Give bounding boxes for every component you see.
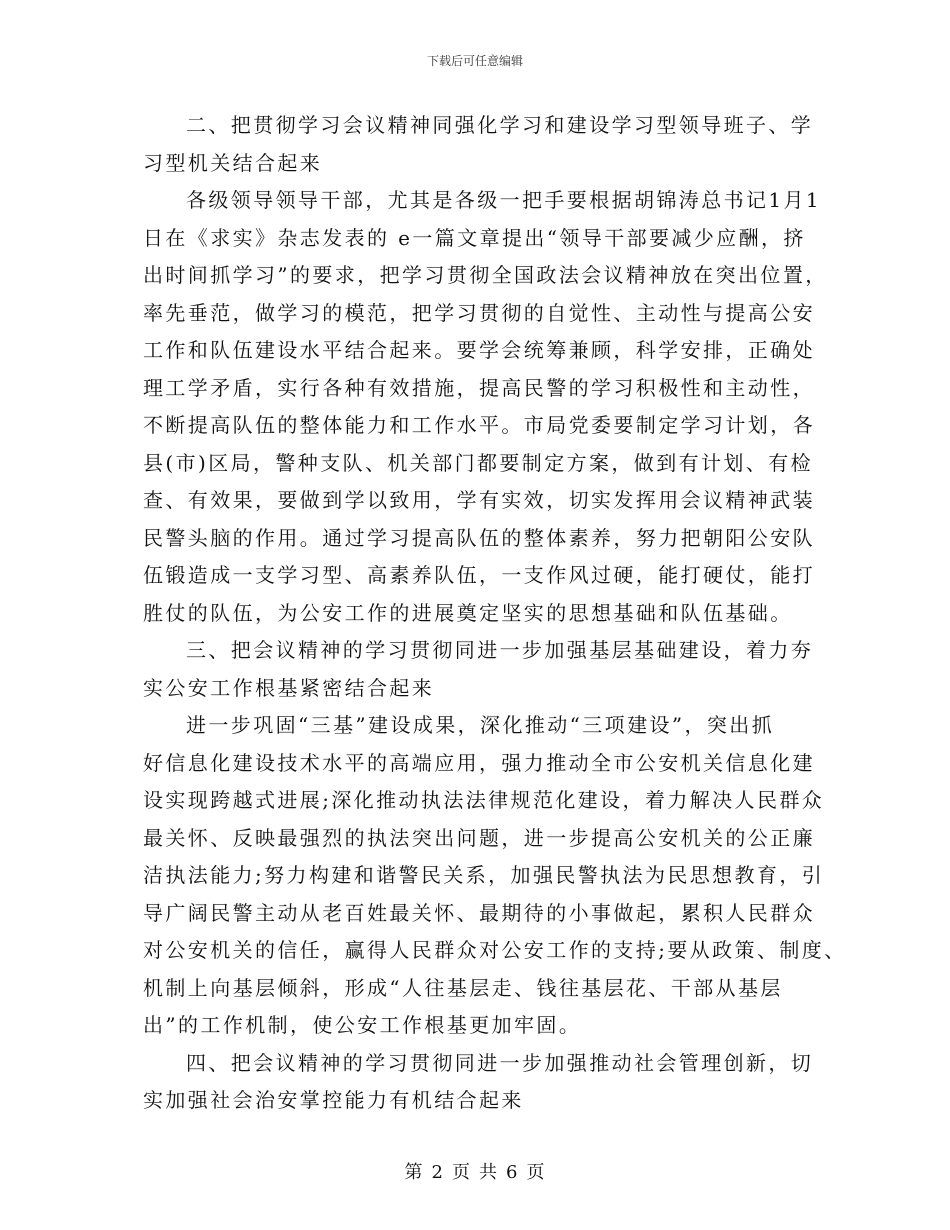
footer-prefix: 第 [404, 1162, 424, 1183]
page-header-note: 下载后可任意编辑 [426, 54, 523, 68]
text-line: 对公安机关的信任，赢得人民群众对公安工作的支持;要从政策、制度、 [143, 938, 847, 962]
text-line: 三、把会议精神的学习贯彻同进一步加强基层基础建设，着力夯 [186, 638, 814, 662]
body-paragraph-1 [143, 182, 828, 632]
text-line: 出”的工作机制，使公安工作根基更加牢固。 [143, 1013, 582, 1037]
document-body [143, 107, 847, 1120]
page-number-footer [0, 1158, 950, 1184]
section-heading-4 [143, 1045, 813, 1120]
text-line: 日在《求实》杂志发表的 e一篇文章提出“领导干部要减少应酬，挤 [143, 225, 806, 250]
text-line: 工作和队伍建设水平结合起来。要学会统筹兼顾，科学安排，正确处 [143, 338, 815, 362]
text-line: 好信息化建设技术水平的高端应用，强力推动全市公安机关信息化建 [143, 750, 815, 775]
text-line: 县(市)区局，警种支队、机关部门都要制定方案，做到有计划、有检 [143, 450, 814, 475]
text-line: 出时间抓学习”的要求，把学习贯彻全国政法会议精神放在突出位置， [143, 263, 828, 287]
text-line: 机制上向基层倾斜，形成“人往基层走、钱往基层花、干部从基层 [143, 975, 783, 1000]
footer-suffix: 页 [526, 1162, 546, 1183]
total-page-number: 6 [506, 1162, 519, 1183]
current-page-number: 2 [431, 1162, 444, 1183]
text-line: 各级领导领导干部，尤其是各级一把手要根据胡锦涛总书记1月1 [186, 188, 822, 212]
section-heading-3 [143, 632, 813, 707]
text-line: 进一步巩固“三基”建设成果，深化推动“三项建设”，突出抓 [186, 713, 775, 737]
text-line: 胜仗的队伍，为公安工作的进展奠定坚实的思想基础和队伍基础。 [143, 600, 793, 625]
text-line: 设实现跨越式进展;深化推动执法法律规范化建设，着力解决人民群众 [143, 788, 825, 812]
section-heading-2 [143, 107, 813, 182]
footer-total-word: 共 [479, 1162, 498, 1183]
text-line: 导广阔民警主动从老百姓最关怀、最期待的小事做起，累积人民群众 [143, 900, 815, 925]
text-line: 四、把会议精神的学习贯彻同进一步加强推动社会管理创新，切 [186, 1050, 814, 1075]
text-line: 查、有效果，要做到学以致用，学有实效，切实发挥用会议精神武装 [143, 488, 815, 512]
body-paragraph-2 [143, 707, 847, 1045]
text-line: 二、把贯彻学习会议精神同强化学习和建设学习型领导班子、学 [186, 113, 814, 137]
text-line: 理工学矛盾，实行各种有效措施，提高民警的学习积极性和主动性， [143, 375, 815, 400]
text-line: 习型机关结合起来 [143, 150, 323, 175]
text-line: 实加强社会治安掌控能力有机结合起来 [143, 1088, 524, 1112]
text-line: 洁执法能力;努力构建和谐警民关系，加强民警执法为民思想教育，引 [143, 863, 825, 887]
text-line: 最关怀、反映最强烈的执法突出问题，进一步提高公安机关的公正廉 [143, 825, 815, 850]
text-line: 不断提高队伍的整体能力和工作水平。市局党委要制定学习计划，各 [143, 413, 815, 437]
text-line: 民警头脑的作用。通过学习提高队伍的整体素养，努力把朝阳公安队 [143, 525, 815, 550]
footer-page-word: 页 [452, 1162, 471, 1183]
text-line: 实公安工作根基紧密结合起来 [143, 675, 435, 700]
text-line: 伍锻造成一支学习型、高素养队伍，一支作风过硬，能打硬仗，能打 [143, 563, 815, 587]
text-line: 率先垂范，做学习的模范，把学习贯彻的自觉性、主动性与提高公安 [143, 300, 815, 325]
